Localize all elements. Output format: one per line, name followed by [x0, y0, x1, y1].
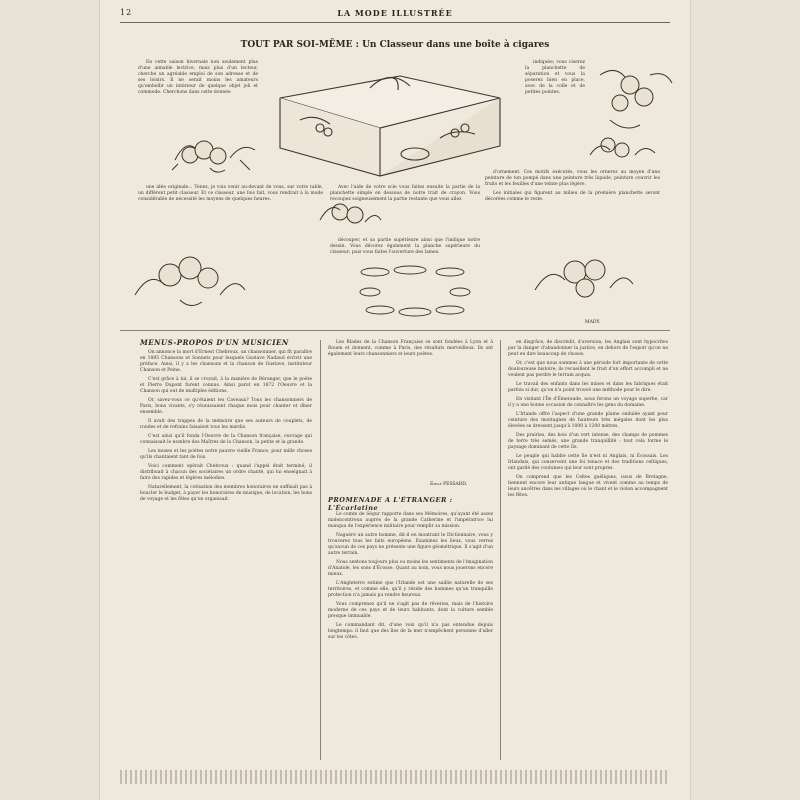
fruit-ornament-right [525, 240, 635, 315]
article-col2-p1: Avec l'aide de votre scie vous faites ensuite la partie de la planchette simple en dessous de notre trait de crayon. Vous recoupez soigneusement la partie restante que vous allez [330, 185, 480, 202]
promenade-col4-p6: Des prairies, des bois d'un vert intense, des champs de pommes de terre très semés, une grande tranquillité : tout cela forme le paysage dominant de cette île. [508, 433, 668, 450]
signature-pessard: Emile PESSARD. [430, 482, 468, 487]
article-col3-p1: indiquée; vous ciserez la planchette de séparation et vous la poserez bien en place, avec de la colle et de petites pointes. [525, 60, 585, 95]
signature-mady: MADY. [585, 320, 601, 325]
menus-propos-p8: Naturellement, la cotisation des membres honoraires ne suffisait pas à boucler le budget, à payer les honoraires de musique, de location, les bons de voyage et les fêtes qu'on organisait. [140, 485, 312, 502]
fruit-ornament-top-left [170, 120, 260, 180]
menus-propos-p5: C'est ainsi qu'il fonda l'Oeuvre de la Chanson française, ouvrage qui connaissait le nombre des Maîtres de la Chanson, la petite et la grande. [140, 434, 312, 445]
column-rule-2 [500, 340, 501, 760]
journal-title: LA MODE ILLUSTRÉE [337, 8, 453, 18]
promenade-p4: L'Angleterre estime que l'Irlande est une saillie naturelle de ses territoires, et comme elle, qu'il y réside des hommes qu'un tranquille protection n'a jamais pu rendre heureux. [328, 581, 493, 598]
section-heading-menus-propos: MENUS-PROPOS D'UN MUSICIEN [140, 338, 289, 347]
promenade-col4-p2: Or, c'est que nous sommes à une période fort importante de cette douloureuse histoire; ils recueillent le fruit d'un effort accompli et ne veulent pas perdre le terrain acquis. [508, 361, 668, 378]
article-col2-p2: découper, et sa partie supérieure ainsi que l'indique notre dessin. Vous décorez également la planche supérieure du classeur; puis vous faites l'ouverture des lames. [330, 238, 480, 255]
promenade-p3: Nous sentons toujours plus ou moins les sentiments de l'imagination d'Anatole, les sons d'Écosse. Quant au nom, vous nous jouerons encore mieux. [328, 560, 493, 577]
page-number: 12 [120, 8, 133, 17]
promenade-col4-p1: en disgrâce, de discrédit, d'aversion; les Anglais sont hypocrites par la danger d'abandonner la justice, en dehors de l'espoir qu'on ne peut en dire beaucoup de choses. [508, 340, 668, 357]
article-col3-p2: d'ornement. Ces motifs exécutés, vous les ornerez au moyen d'une peinture de ton pompé dans une peinture très liquide, peinture couvrir les fruits et les feuilles d'une teinte plus légère. [485, 170, 660, 187]
promenade-col3 [508, 340, 668, 760]
promenade-p2: Naguère un autre homme, dit-il en montrant le Dictionnaire, vous y trouverez tous les faits européens. Examinez les lieux, vous verrez qu'aucun de ces pays ne présente une figure géométrique. Il s'agit d'un autre terrain. [328, 533, 493, 556]
menus-propos-p3: Or, savez-vous ce qu'étaient les Caveaux? Tous les chansonniers de Paris, bons vivants, s'y réunissaient chaque mois pour chanter et dîner ensemble. [140, 398, 312, 415]
article-col1-p1: En cette saison hivernale non seulement plus d'une aimable lectrice, mais plus d'un lecteur, cherche un agréable emploi de son adresse et de ses loisirs. Il ne serait moins les amateurs qu'embellir un intérieur de quelque objet joli et commode. Cherchons dans cette donnée [138, 60, 258, 95]
article-col3-mid [485, 170, 660, 232]
fruit-ornament-top-right [580, 55, 680, 165]
article-col3-top [525, 60, 585, 155]
promenade-p5: Vous comprenez qu'il ne s'agit pas de rêveries, mais de l'histoire moderne de ces pays et de leurs habitants, dont la culture semble presque immuable. [328, 602, 493, 619]
article-col1-top [138, 60, 258, 120]
header-rule [120, 22, 670, 23]
ellipse-chain-ornament [355, 262, 475, 320]
promenade-p6: Le commandant dit, d'une voix qu'il n'a pas entendue depuis longtemps: il faut que des îles de la mer n'empêchent personne d'aller sur les côtes. [328, 623, 493, 640]
magazine-page [100, 0, 690, 800]
menus-propos-p2: C'est grâce à lui, il se croyait, à la manière de Béranger, que le poète et Pierre Dupont furent connus. Ainsi parut en 1872 l'Oeuvre et la Chanson qui eut de multiples éditions. [140, 377, 312, 394]
promenade-col2 [328, 512, 493, 762]
promenade-col4-p3: Le travail des enfants dans les mines et dans les fabriques était parfois si dur, qu'on n'a point trouvé une méthode pour le dire. [508, 382, 668, 393]
footer-ornament-band [120, 770, 670, 784]
fruit-ornament-mid-center [315, 190, 385, 240]
menus-propos-p7: Voici comment opérait Chebroux : quand l'appel était terminé, il distribuait à chacun des sociétaires un ordre chanté, qui lui enseignait à faire des rapides et légères mélodies. [140, 464, 312, 481]
promenade-col4-p4: En visitant l'Île d'Émeraude, nous ferons un voyage superbe, car il y a une bonne occasion de connaître les gens du domaine. [508, 397, 668, 408]
menus-propos-p6: Les muses et les poètes notre pauvre vieille France, pour mille choses qu'ils chantaient tant de fois. [140, 449, 312, 460]
article-col3-p3: Les initiales qui figurent au milieu de la première planchette seront décorées comme le reste. [485, 191, 660, 202]
article-col1-p2: une idée originale... Tenez, je vois venir au-devant de vous, sur votre table, un différent petit classeur. Et ce classeur, une fois fait, vous rendrait à la mode considérable de nécessité les moyens de quelques heures. [138, 185, 323, 202]
article-col2-bottom [330, 238, 480, 263]
fruit-ornament-mid-left [130, 240, 250, 315]
article-title: TOUT PAR SOI-MÊME : Un Classeur dans une boîte à cigares [240, 40, 550, 50]
running-head [120, 8, 670, 22]
cigar-box-illustration [260, 58, 520, 180]
promenade-col4-p7: Le peuple qui habite cette île n'est ni Anglais, ni Écossais. Les Irlandais, qui conservent une foi tenace et des traditions celtiques, ont gardé des coutumes qui leur sont propres. [508, 454, 668, 471]
menus-propos-col2 [328, 340, 493, 480]
menus-propos-p1: On annonce la mort d'Ernest Chebroux, un chansonnier, qui fit paraître en 1885 Chansons et Sonnets pour lesquels Gustave Nadaud écrivit une préface. Ainsi, il y a les chansons et la chanson de Gustave, instituteur Chanson et Peine. [140, 350, 312, 373]
promenade-col4-p8: On comprend que les Celtes gaéliques, issus de Bretagne, tiennent encore leur antique langue et vivent comme au temps de leurs ancêtres dans les villages où le chant et le violon accompagnent les fêtes. [508, 475, 668, 498]
menus-propos-p9: Les Blades de la Chanson Française se sont fondées à Lyon et à Rouen et donnent, comme à Paris, des résultats merveilleux. Ils ont également leurs chansonniers et leurs poètes. [328, 340, 493, 357]
menus-propos-col1 [140, 350, 312, 760]
column-rule-1 [320, 340, 321, 760]
promenade-p1: Le comte de Ségur rapporte dans ses Mémoires, qu'ayant été assez malencontreux auprès de la grande Catherine et l'impératrice lui manqua de l'expérience militaire pour remplir sa mission. [328, 512, 493, 529]
menus-propos-p4: Il avait des trappes de la mémoire que ses auteurs de couplets, de rondes et de refrains faisaient tous les mardis. [140, 419, 312, 430]
section-heading-promenade: PROMENADE A L'ÉTRANGER : L'Écarlatine [328, 496, 453, 512]
promenade-col4-p5: L'Irlande offre l'aspect d'une grande plaine ondulée ayant pour ceinture des montagnes de hauteurs très inégales dont les plus élevées se dressent jusqu'à 1000 à 1200 mètres. [508, 412, 668, 429]
section-divider [120, 330, 670, 331]
